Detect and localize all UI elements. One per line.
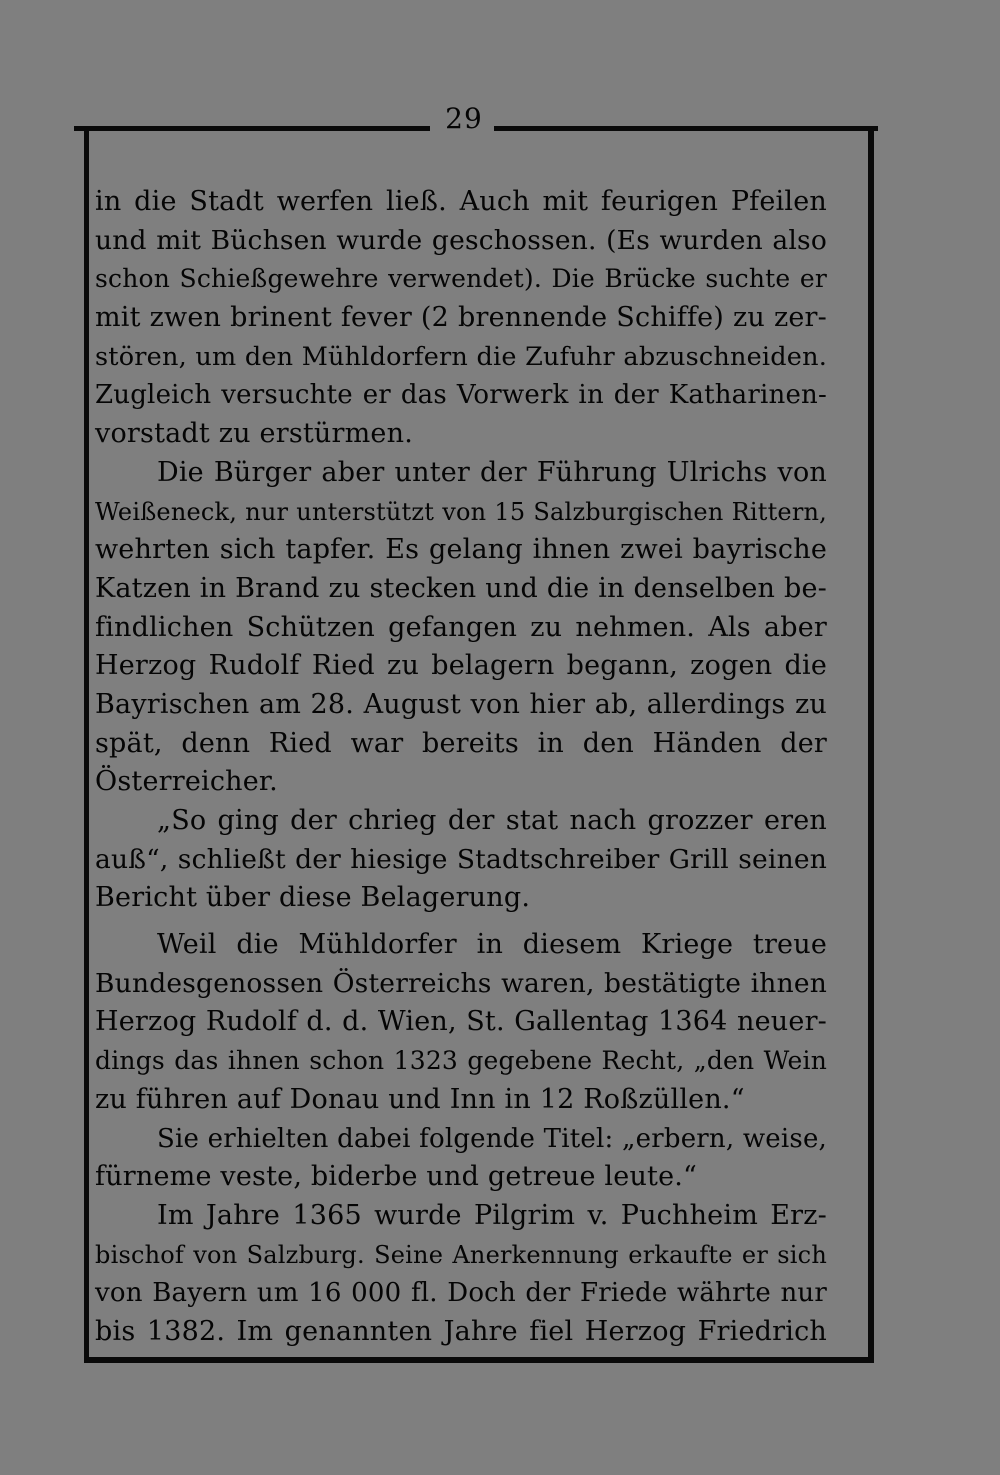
text-line: Die Bürger aber unter der Führung Ulrichs von (157, 456, 827, 488)
text-line: Weißeneck, nur unterstützt von 15 Salzburgischen Rittern, (95, 497, 827, 526)
text-line: und mit Büchsen wurde geschossen. (Es wurden also (95, 224, 827, 256)
text-line: vorstadt zu erstürmen. (95, 418, 413, 450)
text-line: wehrten sich tapfer. Es gelang ihnen zwei bayrische (95, 534, 827, 566)
text-line: Katzen in Brand zu stecken und die in denselben be- (95, 572, 827, 604)
text-line: Bayrischen am 28. August von hier ab, allerdings zu (95, 688, 827, 720)
text-line: stören, um den Mühldorfern die Zufuhr abzuschneiden. (95, 341, 827, 372)
text-line: auß“, schließt der hiesige Stadtschreiber Grill seinen (95, 843, 827, 875)
text-line: Bericht über diese Belagerung. (95, 882, 531, 914)
text-line: fürneme veste, biderbe und getreue leute.“ (95, 1161, 698, 1193)
text-line: Herzog Rudolf Ried zu belagern begann, zogen die (95, 650, 827, 682)
text-line: Sie erhielten dabei folgende Titel: „erbern, weise, (157, 1123, 827, 1154)
text-line: in die Stadt werfen ließ. Auch mit feurigen Pfeilen (95, 186, 827, 217)
text-line: „So ging der chrieg der stat nach grozzer eren (157, 805, 827, 836)
text-line: Österreicher. (95, 766, 278, 798)
text-line: Im Jahre 1365 wurde Pilgrim v. Puchheim Erz- (157, 1199, 827, 1231)
text-line: bischof von Salzburg. Seine Anerkennung erkaufte er sich (95, 1240, 827, 1269)
text-line: bis 1382. Im genannten Jahre fiel Herzog Friedrich (95, 1315, 827, 1347)
text-line: von Bayern um 16 000 fl. Doch der Friede währte nur (95, 1278, 827, 1309)
text-line: spät, denn Ried war bereits in den Händen der (95, 727, 827, 759)
page-number: 29 (445, 102, 483, 135)
text-line: zu führen auf Donau und Inn in 12 Roßzüllen.“ (95, 1083, 745, 1115)
text-line: dings das ihnen schon 1323 gegebene Recht, „den Wein (95, 1046, 827, 1076)
body-text (95, 183, 827, 1352)
text-line: findlichen Schützen gefangen zu nehmen. Als aber (95, 611, 827, 643)
text-line: Zugleich versuchte er das Vorwerk in der Katharinen- (95, 380, 827, 411)
text-line: Weil die Mühldorfer in diesem Kriege treue (157, 929, 827, 961)
text-line: schon Schießgewehre verwendet). Die Brücke suchte er (95, 264, 827, 294)
text-line: Bundesgenossen Österreichs waren, bestätigte ihnen (95, 967, 827, 999)
text-line: Herzog Rudolf d. d. Wien, St. Gallentag 1364 neuer- (95, 1006, 827, 1038)
text-line: mit zwen brinent fever (2 brennende Schiffe) zu zer- (95, 302, 827, 334)
